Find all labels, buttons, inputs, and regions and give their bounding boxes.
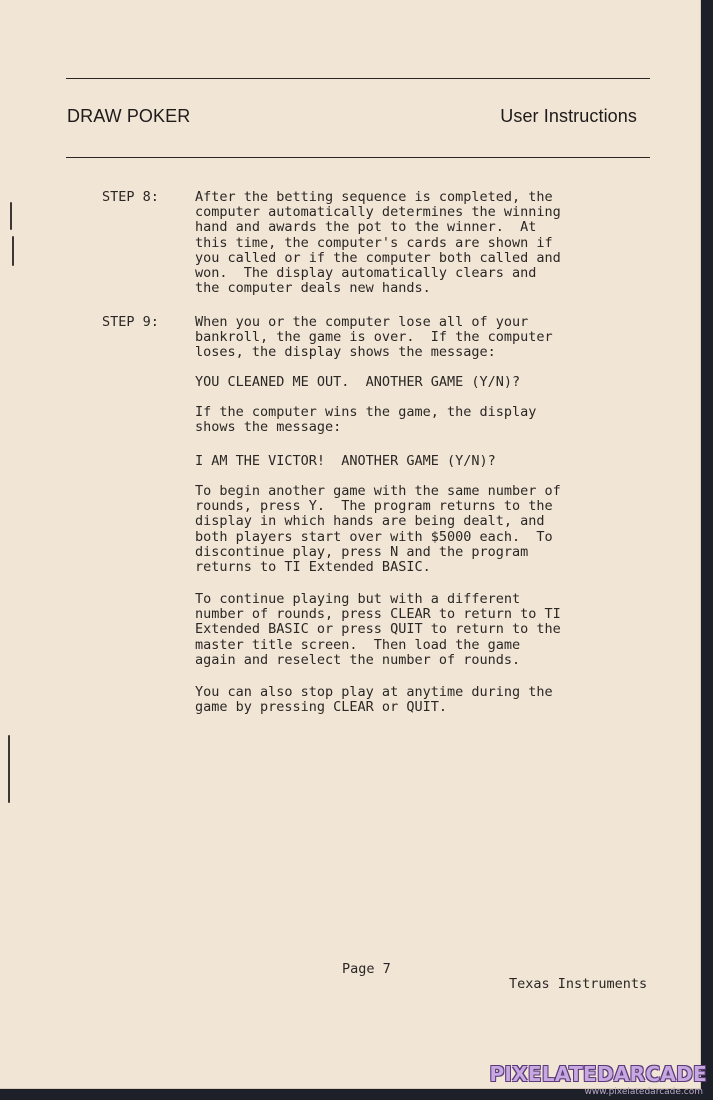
step-9-different-rounds: To continue playing but with a different number of rounds, press CLEAR to return to TI Extended BASIC or press QUIT to return to the master title screen. Then load the game again and reselect the number of rounds. xyxy=(195,591,561,668)
step-9-another-game: To begin another game with the same number of rounds, press Y. The program returns to the display in which hands are being dealt, and both players start over with $5000 each. To discontinue play, press N and the program returns to TI Extended BASIC. xyxy=(195,483,561,576)
staple-mark xyxy=(12,236,14,266)
manual-title: DRAW POKER xyxy=(67,106,191,126)
message-lose: YOU CLEANED ME OUT. ANOTHER GAME (Y/N)? xyxy=(195,374,521,390)
section-title: User Instructions xyxy=(500,106,637,126)
step-8-text: After the betting sequence is completed, the computer automatically determines the winning hand and awards the pot to the winner. At this time, the computer's cards are shown if you called or if the computer both called and won. The display automatically clears and the computer deals new hands. xyxy=(195,189,561,297)
company-name: Texas Instruments xyxy=(509,976,648,992)
header-rule-bottom xyxy=(66,157,650,158)
step-8-label: STEP 8: xyxy=(102,189,159,205)
step-9-win-text: If the computer wins the game, the display shows the message: xyxy=(195,404,537,436)
page-number: Page 7 xyxy=(342,961,391,977)
step-9-intro: When you or the computer lose all of your bankroll, the game is over. If the computer loses, the display shows the message: xyxy=(195,314,553,361)
watermark-logo: PIXELATEDARCADE xyxy=(489,1062,707,1086)
staple-mark xyxy=(8,735,10,803)
watermark-url: www.pixelatedarcade.com xyxy=(584,1087,703,1097)
message-win: I AM THE VICTOR! ANOTHER GAME (Y/N)? xyxy=(195,453,496,469)
staple-mark xyxy=(10,202,12,230)
header-rule-top xyxy=(66,78,650,79)
step-9-label: STEP 9: xyxy=(102,314,159,330)
step-9-stop-play: You can also stop play at anytime during the game by pressing CLEAR or QUIT. xyxy=(195,684,553,716)
